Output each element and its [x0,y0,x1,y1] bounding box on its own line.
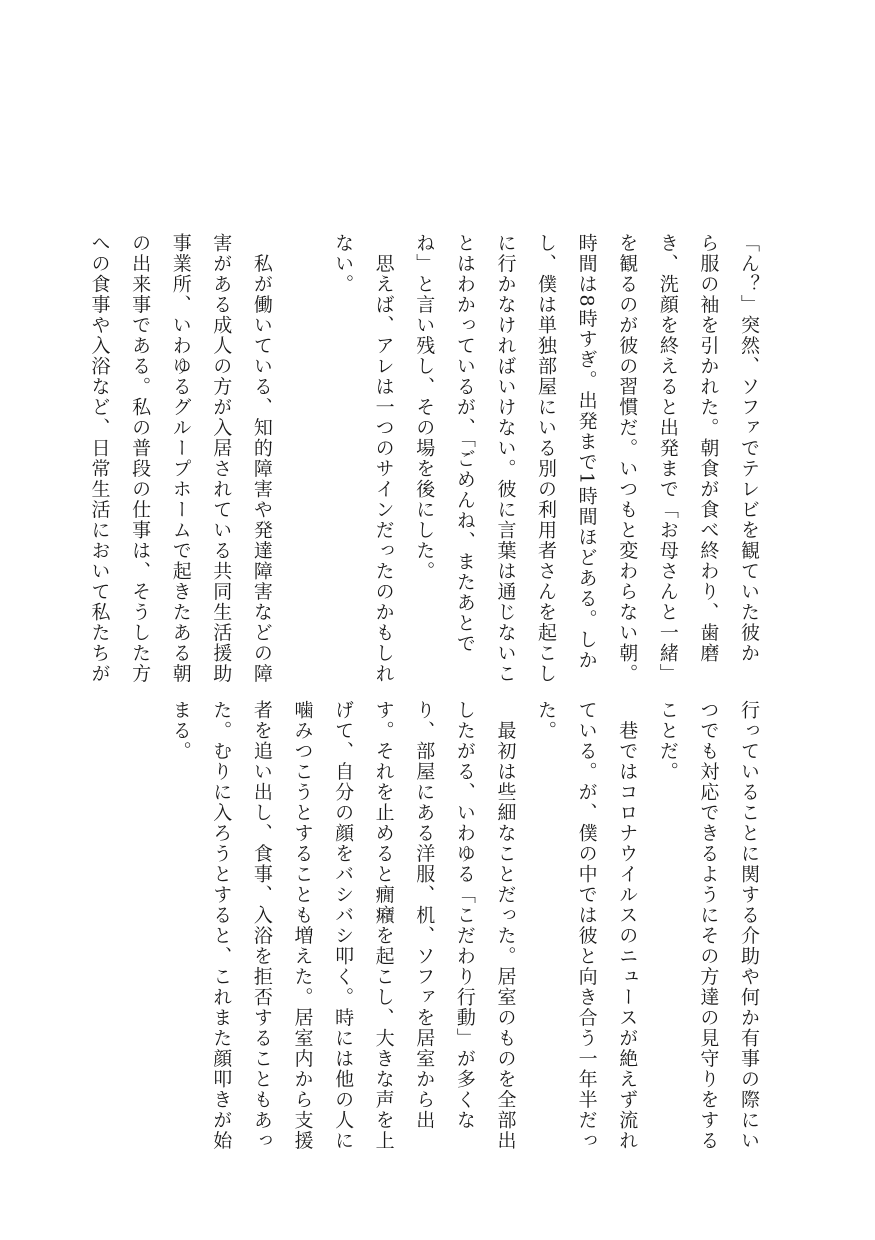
text-line: 事業所、いわゆるグループホームで起きたある朝 [169,233,192,684]
text-line: つでも対応できるようにその方達の見守りをする [697,700,720,1151]
text-line: 最初は些細なことだった。居室のものを全部出 [494,700,517,1151]
text-line: た。 [535,700,558,741]
text-line: し、僕は単独部屋にいる別の利用者さんを起こし [535,233,558,684]
text-line: ている。が、僕の中では彼と向き合う一年半だっ [575,700,598,1151]
text-line: 「ん？」突然、ソファでテレビを観ていた彼か [738,233,760,664]
text-line: に行かなければいけない。彼に言葉は通じないこ [494,233,517,684]
text-column-top [79,233,769,684]
text-line: た。むりに入ろうとすると、これまた顔叩きが始 [210,700,233,1151]
text-line: 時間は8時すぎ。出発まで1時間ほどある。しか [575,233,598,671]
text-line: ない。 [332,233,355,295]
text-line: したがる、いわゆる「こだわり行動」が多くな [453,700,476,1131]
text-column-bottom [160,700,769,1151]
text-line: 私が働いている、知的障害や発達障害などの障 [250,233,273,684]
text-line: 噛みつこうとすることも増えた。居室内から支援 [291,700,314,1151]
text-line: げて、自分の顔をバシバシ叩く。時には他の人に [332,700,355,1151]
text-line: 行っていることに関する介助や何か有事の際にい [738,700,760,1151]
text-line: き、洗顔を終えると出発まで「お母さんと一緒」 [656,233,679,684]
text-line: 思えば、アレは一つのサインだったのかもしれ [372,233,395,684]
text-line: への食事や入浴など、日常生活において私たちが [88,233,111,684]
text-line: ね」と言い残し、その場を後にした。 [413,233,436,582]
text-line: 巷ではコロナウイルスのニュースが絶えず流れ [616,700,639,1151]
text-line: 者を追い出し、食事、入浴を拒否することもあっ [250,700,273,1151]
text-line: の出来事である。私の普段の仕事は、そうした方 [129,233,152,684]
text-line: り、部屋にある洋服、机、ソファを居室から出 [413,700,436,1131]
paragraph-gap [282,233,323,613]
text-line: す。それを止めると癇癪を起こし、大きな声を上 [372,700,395,1151]
text-line: まる。 [169,700,192,762]
text-line: を観るのが彼の習慣だ。いつもと変わらない朝。 [616,233,639,684]
text-line: ら服の袖を引かれた。朝食が食べ終わり、歯磨 [697,233,720,664]
text-line: ことだ。 [656,700,679,782]
text-line: 害がある成人の方が入居されている共同生活援助 [210,233,233,684]
text-line: とはわかっているが、「ごめんね、またあとで [453,233,476,654]
